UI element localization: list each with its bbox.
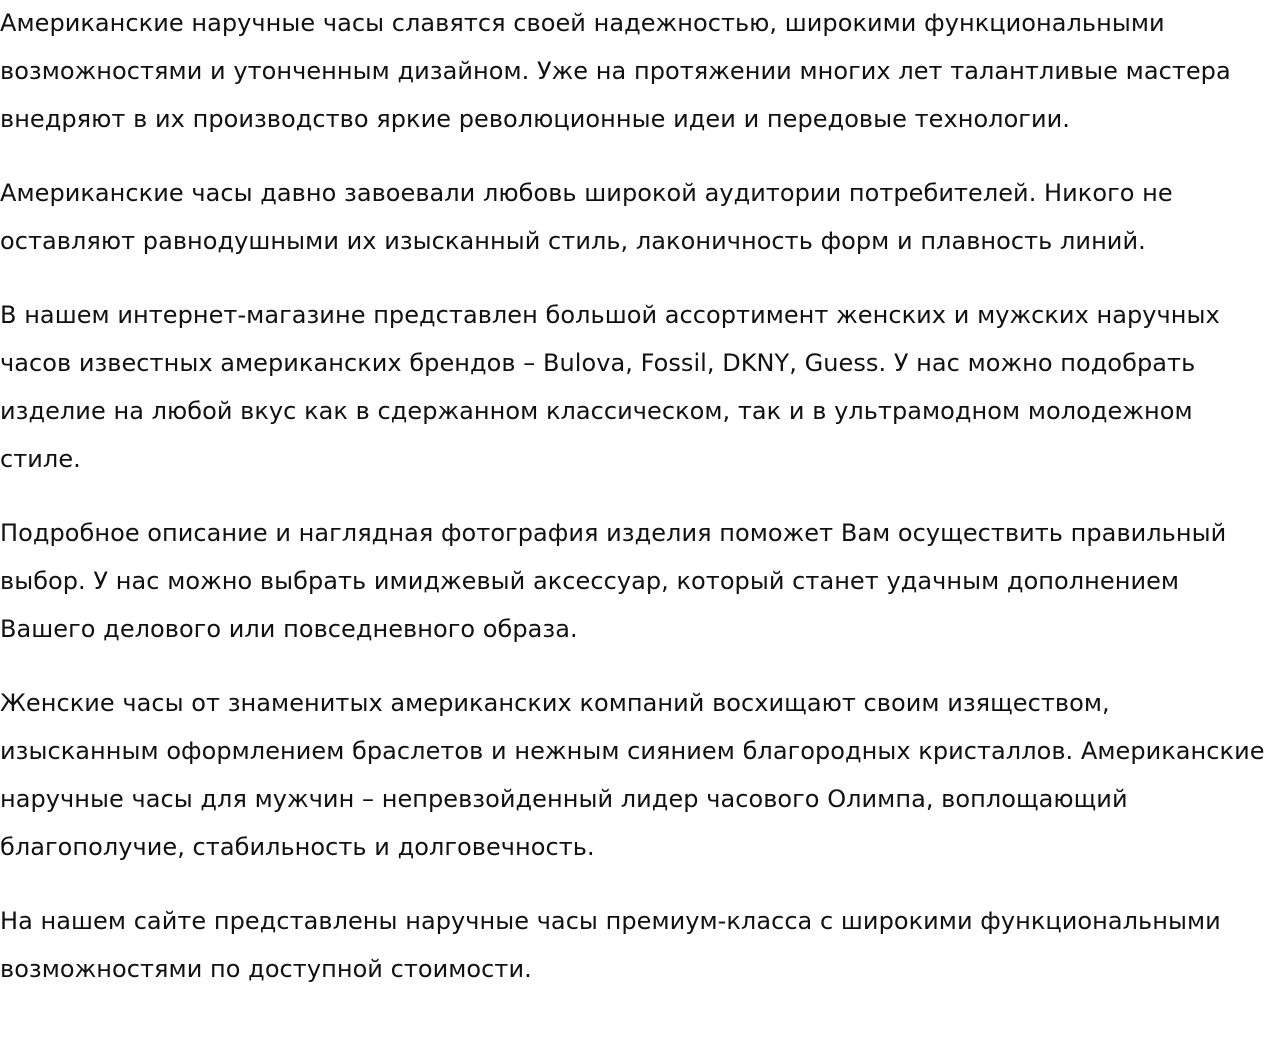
paragraph-style: Американские часы давно завоевали любовь широкой аудитории потребителей. Никого не оставляют равнодушными их изысканный стиль, лаконичность форм и плавность линий.: [0, 179, 1173, 255]
paragraph-description: Подробное описание и наглядная фотография изделия поможет Вам осуществить правильный выбор. У нас можно выбрать имиджевый аксессуар, который станет удачным дополнением Вашего делового или повседневного образа.: [0, 519, 1227, 643]
paragraph-women-men: Женские часы от знаменитых американских компаний восхищают своим изяществом, изысканным оформлением браслетов и нежным сиянием благородных кристаллов. Американские наручные часы для мужчин – непревзойденный лидер часового Олимпа, воплощающий благополучие, стабильность и долговечность.: [0, 689, 1265, 861]
paragraph-assortment: В нашем интернет-магазине представлен большой ассортимент женских и мужских наручных часов известных американских брендов – Bulova, Fossil, DKNY, Guess. У нас можно подобрать изделие на любой вкус как в сдержанном классическом, так и в ультрамодном молодежном стиле.: [0, 301, 1220, 473]
paragraph-premium: На нашем сайте представлены наручные часы премиум-класса с широкими функциональными возможностями по доступной стоимости.: [0, 907, 1221, 983]
paragraph-intro: Американские наручные часы славятся своей надежностью, широкими функциональными возможностями и утонченным дизайном. Уже на протяжении многих лет талантливые мастера внедряют в их производство яркие революционные идеи и передовые технологии.: [0, 9, 1231, 133]
